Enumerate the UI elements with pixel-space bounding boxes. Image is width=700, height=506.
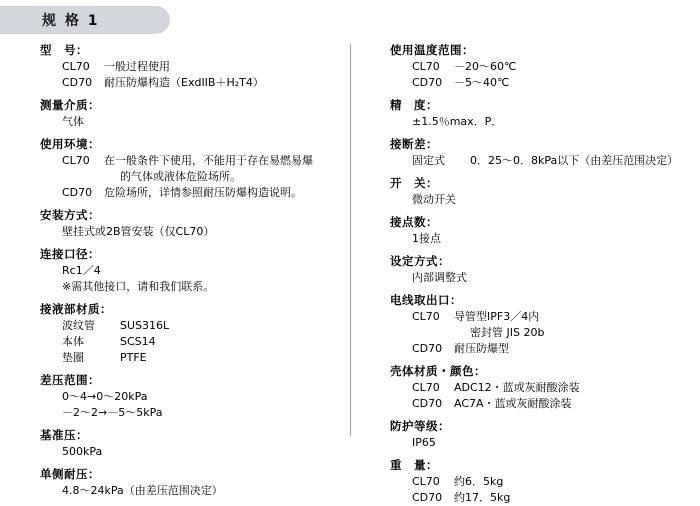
spec-label: 接点数：: [390, 215, 438, 229]
spec-row-key: [62, 169, 120, 185]
section-header-banner: [0, 6, 170, 34]
spec-line: 500kPa: [62, 445, 103, 458]
spec-line: ※需其他接口，请和我们联系。: [62, 280, 215, 293]
spec-row-value: 密封管 JIS 20b: [470, 326, 545, 339]
spec-label: 电线取出口：: [390, 293, 462, 307]
spec-block-使用环境: [40, 136, 350, 201]
spec-row: [390, 325, 700, 341]
spec-row: [390, 341, 700, 357]
spec-row-value: 一般过程使用: [104, 60, 170, 73]
spec-line: Rc1／4: [62, 264, 101, 277]
spec-row: [390, 59, 700, 75]
spec-block-防护等级: [390, 418, 700, 451]
spec-row: [390, 474, 700, 490]
spec-row-value: 约17．5kg: [454, 491, 511, 504]
spec-row-key: CD70: [62, 186, 93, 199]
column-divider: [350, 44, 351, 436]
spec-row-value: 危险场所，详情参照耐压防爆构造说明。: [104, 186, 302, 199]
spec-block-接断差: [390, 136, 700, 169]
spec-label: 壳体材质・颜色：: [390, 364, 486, 378]
spec-label: 测量介质：: [40, 98, 100, 112]
spec-row-value: 耐压防爆构造（ExdIIB＋H₂T4）: [104, 76, 264, 89]
spec-line: 内部调整式: [412, 271, 467, 284]
spec-row-key: CD70: [412, 491, 443, 504]
spec-row: [390, 490, 700, 506]
spec-row-key: CL70: [62, 154, 90, 167]
spec-label: 单侧耐压：: [40, 467, 100, 481]
spec-row: [40, 59, 350, 75]
spec-row-key: CL70: [412, 475, 440, 488]
spec-block-单侧耐压: [40, 466, 350, 499]
spec-row-value: ADC12・蓝或灰耐酸涂装: [454, 381, 580, 394]
spec-label: 使用环境：: [40, 137, 100, 151]
spec-row: [390, 153, 700, 169]
spec-line: 0～4→0～20kPa: [62, 390, 148, 403]
spec-label: 设定方式：: [390, 254, 450, 268]
spec-label: 精 度：: [390, 98, 438, 112]
spec-block-连接口径: [40, 246, 350, 295]
spec-row-key: CD70: [62, 76, 93, 89]
spec-block-测量介质: [40, 97, 350, 130]
spec-label: 基准压：: [40, 428, 88, 442]
spec-block-开关: [390, 175, 700, 208]
spec-row-key: 垫圈: [62, 351, 84, 364]
spec-row-value: 的气体或液体危险场所。: [120, 170, 241, 183]
spec-row: [40, 153, 350, 169]
spec-row-value: SUS316L: [120, 319, 170, 332]
spec-row-key: CD70: [412, 76, 443, 89]
spec-row: [40, 350, 350, 366]
spec-column-left: [0, 38, 350, 497]
spec-row-value: 约6．5kg: [454, 475, 504, 488]
spec-row-value: AC7A・蓝或灰耐酸涂装: [454, 397, 572, 410]
spec-block-电线取出口: [390, 292, 700, 357]
spec-line: －2～2→－5～5kPa: [62, 406, 163, 419]
spec-row-value: 耐压防爆型: [454, 342, 509, 355]
spec-label: 连接口径：: [40, 247, 100, 261]
spec-label: 防护等级：: [390, 419, 450, 433]
spec-line: 微动开关: [412, 193, 456, 206]
spec-block-重量: [390, 457, 700, 506]
spec-row-key: CL70: [412, 310, 440, 323]
spec-block-精度: [390, 97, 700, 130]
spec-label: 型 号：: [40, 43, 88, 57]
spec-row-value: 在一般条件下使用，不能用于存在易燃易爆: [104, 154, 313, 167]
spec-label: 使用温度范围：: [390, 43, 474, 57]
spec-row: [390, 380, 700, 396]
spec-row: [390, 396, 700, 412]
spec-block-型号: [40, 42, 350, 91]
spec-row: [390, 75, 700, 91]
spec-row: [40, 185, 350, 201]
spec-row: [40, 169, 350, 185]
spec-row-value: SCS14: [120, 335, 156, 348]
spec-row-value: －5～40℃: [454, 76, 510, 89]
spec-line: 气体: [62, 115, 84, 128]
spec-block-基准压: [40, 427, 350, 460]
spec-line: ±1.5％max．P．: [412, 115, 503, 128]
spec-label: 重 量：: [390, 458, 438, 472]
spec-row-key: 本体: [62, 335, 84, 348]
spec-label: 接断差：: [390, 137, 438, 151]
spec-line: IP65: [412, 436, 436, 449]
spec-row-value: 0．25～0．8kPa以下（由差压范围决定）: [470, 154, 679, 167]
page-title: 规 格 1: [42, 13, 100, 29]
spec-label: 接液部材质：: [40, 302, 112, 316]
spec-row-key: CL70: [412, 60, 440, 73]
spec-row-value: －20～60℃: [454, 60, 517, 73]
spec-row-key: [412, 325, 470, 341]
spec-block-使用温度范围: [390, 42, 700, 91]
spec-block-安装方式: [40, 207, 350, 240]
spec-row-key: CD70: [412, 342, 443, 355]
spec-row-key: CL70: [62, 60, 90, 73]
spec-block-接点数: [390, 214, 700, 247]
spec-label: 安装方式：: [40, 208, 100, 222]
spec-line: 壁挂式或2B管安装（仅CL70）: [62, 225, 215, 238]
spec-label: 开 关：: [390, 176, 438, 190]
spec-row-key: 固定式: [412, 154, 445, 167]
spec-line: 1接点: [412, 232, 441, 245]
spec-label: 差压范围：: [40, 373, 100, 387]
spec-row-key: CD70: [412, 397, 443, 410]
spec-row-value: PTFE: [120, 351, 147, 364]
spec-row-key: CL70: [412, 381, 440, 394]
spec-row-value: 导管型IPF3／4内: [454, 310, 540, 323]
spec-block-接液部材质: [40, 301, 350, 366]
spec-row: [40, 334, 350, 350]
spec-row: [40, 75, 350, 91]
spec-block-设定方式: [390, 253, 700, 286]
spec-block-差压范围: [40, 372, 350, 421]
spec-row: [40, 318, 350, 334]
spec-row: [390, 309, 700, 325]
spec-line: 4.8～24kPa（由差压范围决定）: [62, 484, 223, 497]
spec-column-right: [350, 38, 700, 504]
spec-block-壳体材质颜色: [390, 363, 700, 412]
spec-row-key: 波纹管: [62, 319, 95, 332]
